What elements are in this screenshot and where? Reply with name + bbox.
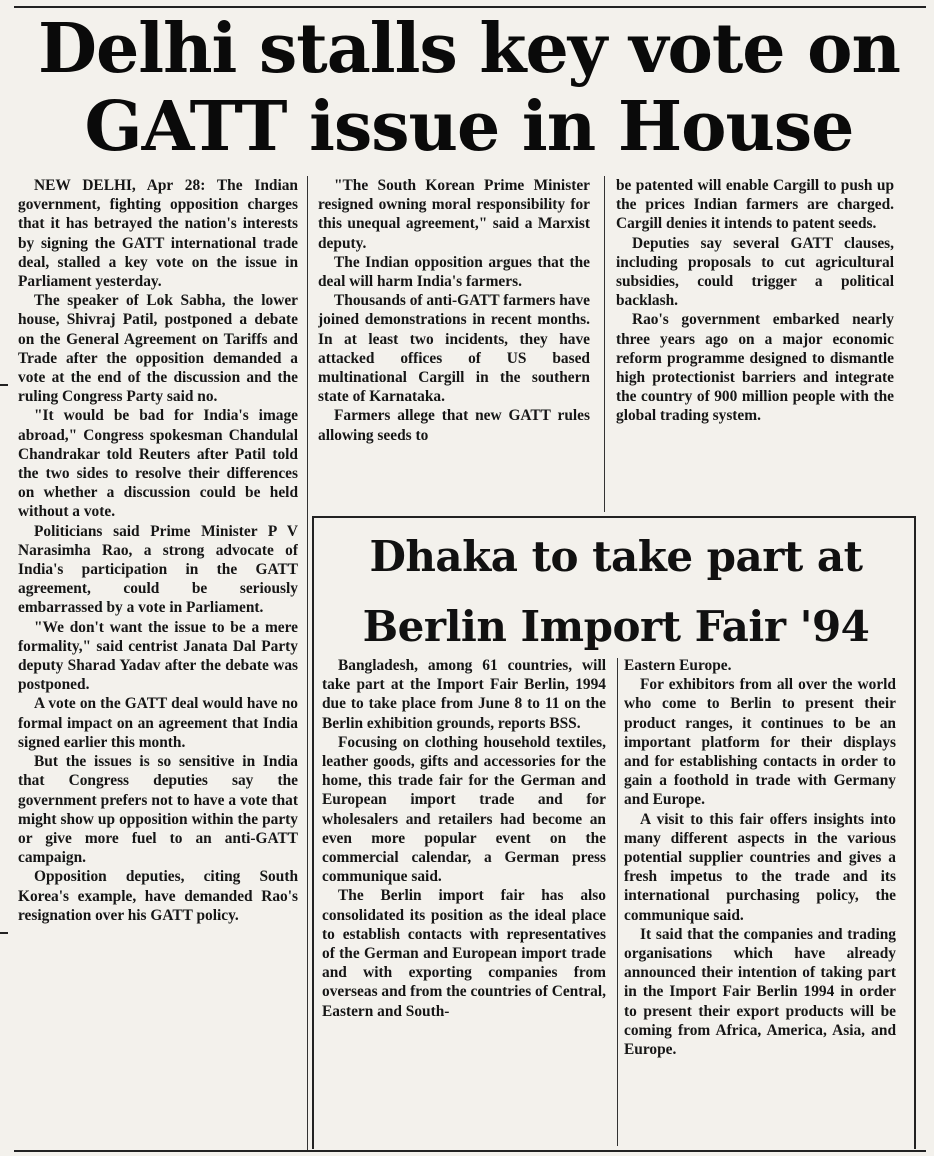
column-divider — [307, 176, 308, 1150]
paragraph: A vote on the GATT deal would have no formal impact on an agreement that India signed earlier this month. — [18, 695, 298, 751]
paragraph: The speaker of Lok Sabha, the lower house, Shivraj Patil, postponed a debate on the General Agreement on Tariffs and Trade after the opposition demanded a vote at the end of the discussion and the ruling Congress Party said no. — [18, 292, 298, 406]
paragraph: Bangladesh, among 61 countries, will take part at the Import Fair Berlin, 1994 due to take place from June 8 to 11 on the Berlin exhibition grounds, reports BSS. — [322, 657, 606, 732]
paragraph: But the issues is so sensitive in India that Congress deputies say the government prefers not to have a vote that might show up opposition within the party or give more fuel to an anti-GATT campaign. — [18, 753, 298, 867]
paragraph: NEW DELHI, Apr 28: The Indian government, fighting opposition charges that it has betrayed the nation's interests by signing the GATT international trade deal, stalled a key vote on the issue in Parliament yesterday. — [18, 177, 298, 291]
dhaka-column-2 — [624, 656, 896, 1146]
paragraph: For exhibitors from all over the world who come to Berlin to present their product ranges, it continues to be an important platform for their displays and for establishing contacts in order to gain a foothold in trade with Germany and Europe. — [624, 676, 896, 809]
paragraph: Politicians said Prime Minister P V Narasimha Rao, a strong advocate of India's participation in the GATT agreement, could be seriously embarrassed by a vote in Parliament. — [18, 522, 298, 617]
dhaka-headline-line1: Dhaka to take part at — [369, 532, 863, 581]
paragraph: Rao's government embarked nearly three years ago on a major economic reform programme designed to dismantle high protectionist barriers and integrate the country of 900 million people with the global trading system. — [616, 311, 894, 425]
bottom-rule — [14, 1150, 926, 1152]
paragraph: Farmers allege that new GATT rules allowing seeds to — [318, 407, 590, 444]
paragraph: "It would be bad for India's image abroad," Congress spokesman Chandulal Chandrakar told Reuters after Patil told the two sides to resolve their differences on whether a discussion could be held without a vote. — [18, 407, 298, 521]
paragraph: Eastern Europe. — [624, 657, 732, 674]
dhaka-headline-line2: Berlin Import Fair '94 — [362, 602, 870, 651]
margin-mark — [0, 932, 8, 934]
paragraph: It said that the companies and trading organisations which have already announced their intention of taking part in the Import Fair Berlin 1994 in order to present their export products will be coming from Africa, America, Asia, and Europe. — [624, 925, 896, 1059]
paragraph: "We don't want the issue to be a mere formality," said centrist Janata Dal Party deputy Sharad Yadav after the debate was postponed. — [18, 618, 298, 694]
gatt-column-1 — [18, 176, 298, 1146]
paragraph: The Indian opposition argues that the deal will harm India's farmers. — [318, 253, 590, 291]
paragraph: Opposition deputies, citing South Korea's example, have demanded Rao's resignation over his GATT policy. — [18, 868, 298, 924]
margin-mark — [0, 384, 8, 386]
gatt-column-3 — [616, 176, 894, 510]
column-divider — [617, 658, 618, 1146]
column-divider — [604, 176, 605, 512]
paragraph: "The South Korean Prime Minister resigned owning moral responsibility for this unequal agreement," said a Marxist deputy. — [318, 177, 590, 252]
paragraph: Focusing on clothing household textiles, leather goods, gifts and accessories for the home, this trade fair for the German and European import trade and for wholesalers and retailers had become an even more popular event on the commercial calendar, a German press communique said. — [322, 733, 606, 886]
paragraph: Thousands of anti-GATT farmers have joined demonstrations in recent months. In at least two incidents, they have attacked offices of US based multinational Cargill in the southern state of Karnataka. — [318, 292, 590, 406]
gatt-headline-line1: Delhi stalls key vote on — [38, 9, 900, 89]
dhaka-column-1 — [322, 656, 606, 1146]
paragraph: be patented will enable Cargill to push up the prices Indian farmers are charged. Cargill denies it intends to patent seeds. — [616, 177, 894, 233]
paragraph: A visit to this fair offers insights into many different aspects in the various potential supplier countries and gives a fresh impetus to the trade and its international purchasing policy, the communique said. — [624, 810, 896, 924]
gatt-headline-line2: GATT issue in House — [84, 87, 854, 167]
paragraph: The Berlin import fair has also consolidated its position as the ideal place to establish contacts with representatives of the German and European import trade and with exporting companies from overseas and from the countries of Central, Eastern and South- — [322, 887, 606, 1020]
top-rule — [14, 6, 926, 8]
paragraph: Deputies say several GATT clauses, including proposals to cut agricultural subsidies, could trigger a political backlash. — [616, 234, 894, 310]
gatt-column-2 — [318, 176, 590, 510]
